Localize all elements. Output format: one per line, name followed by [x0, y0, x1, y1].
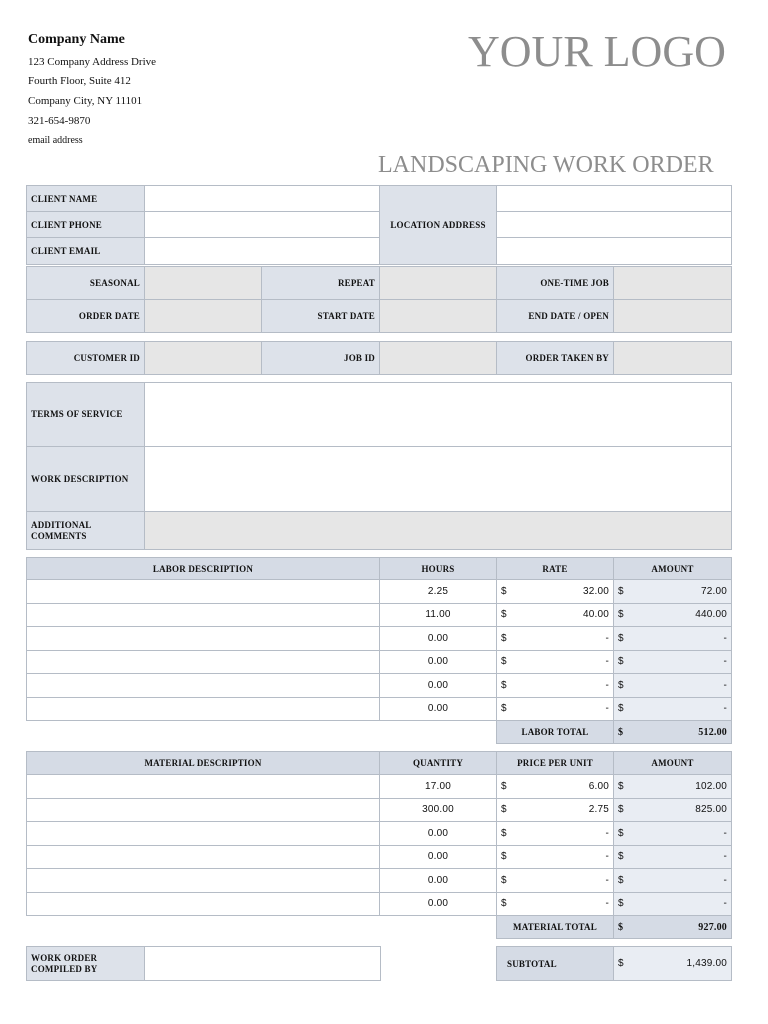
material-total-value: 927.00 — [698, 921, 727, 933]
material-description-cell[interactable] — [27, 892, 380, 916]
labor-amount-value: 72.00 — [700, 585, 727, 597]
subtotal-label: SUBTOTAL — [497, 947, 614, 981]
company-email: email address — [28, 135, 83, 146]
material-price-value: - — [605, 851, 609, 863]
labor-rate-value: 40.00 — [582, 609, 609, 621]
compiled-by-field[interactable] — [145, 947, 381, 981]
material-amount-value: - — [723, 898, 727, 910]
currency-symbol: $ — [618, 726, 624, 738]
currency-symbol: $ — [618, 898, 624, 910]
labor-rate-value: - — [605, 656, 609, 668]
logo-placeholder: YOUR LOGO — [468, 27, 726, 76]
seasonal-field[interactable] — [145, 267, 262, 300]
one-time-job-label: ONE-TIME JOB — [497, 267, 614, 300]
labor-rate-value: 32.00 — [582, 585, 609, 597]
material-price-value: 6.00 — [588, 780, 609, 792]
material-description-cell[interactable] — [27, 845, 380, 869]
material-amount-value: 102.00 — [695, 780, 727, 792]
table-row — [27, 845, 732, 869]
currency-symbol: $ — [618, 679, 624, 691]
material-price-value: - — [605, 898, 609, 910]
work-description-label: WORK DESCRIPTION — [27, 447, 145, 512]
repeat-label: REPEAT — [262, 267, 380, 300]
notes-table — [26, 382, 732, 550]
material-quantity-header: QUANTITY — [380, 752, 497, 775]
order-taken-by-field[interactable] — [614, 342, 732, 375]
labor-hours-cell[interactable]: 0.00 — [380, 650, 497, 674]
currency-symbol: $ — [501, 851, 507, 863]
compiled-by-label: WORK ORDER COMPILED BY — [27, 947, 145, 981]
labor-hours-cell[interactable]: 0.00 — [380, 627, 497, 651]
material-description-cell[interactable] — [27, 798, 380, 822]
currency-symbol: $ — [618, 585, 624, 597]
client-phone-field[interactable] — [145, 212, 380, 238]
client-name-field[interactable] — [145, 186, 380, 212]
labor-rate-cell[interactable] — [497, 697, 614, 721]
location-address-field-2[interactable] — [497, 212, 732, 238]
labor-amount-header: AMOUNT — [614, 558, 732, 580]
material-amount-cell — [614, 822, 732, 846]
company-address-line2: Fourth Floor, Suite 412 — [28, 75, 131, 87]
labor-table — [26, 557, 732, 744]
labor-description-cell[interactable] — [27, 697, 380, 721]
labor-rate-value: - — [605, 632, 609, 644]
currency-symbol: $ — [501, 632, 507, 644]
labor-rate-cell[interactable] — [497, 603, 614, 627]
labor-amount-cell — [614, 627, 732, 651]
location-address-field-1[interactable] — [497, 186, 732, 212]
material-quantity-cell[interactable]: 0.00 — [380, 822, 497, 846]
currency-symbol: $ — [501, 679, 507, 691]
material-price-cell[interactable] — [497, 845, 614, 869]
material-total-spacer — [27, 916, 497, 939]
labor-hours-cell[interactable]: 0.00 — [380, 697, 497, 721]
labor-hours-cell[interactable]: 11.00 — [380, 603, 497, 627]
end-date-field[interactable] — [614, 300, 732, 333]
material-price-cell[interactable] — [497, 892, 614, 916]
company-address-line1: 123 Company Address Drive — [28, 56, 157, 68]
table-row — [27, 627, 732, 651]
job-id-label: JOB ID — [262, 342, 380, 375]
material-amount-cell — [614, 869, 732, 893]
labor-description-header: LABOR DESCRIPTION — [27, 558, 380, 580]
terms-of-service-field[interactable] — [145, 383, 732, 447]
labor-amount-value: - — [723, 703, 727, 715]
material-quantity-cell[interactable]: 0.00 — [380, 845, 497, 869]
subtotal-cell — [614, 947, 732, 981]
table-row — [27, 674, 732, 698]
material-quantity-cell[interactable]: 0.00 — [380, 892, 497, 916]
labor-rate-value: - — [605, 679, 609, 691]
additional-comments-label: ADDITIONAL COMMENTS — [27, 512, 145, 550]
labor-rate-header: RATE — [497, 558, 614, 580]
material-price-value: 2.75 — [588, 804, 609, 816]
material-quantity-cell[interactable]: 300.00 — [380, 798, 497, 822]
labor-rate-cell[interactable] — [497, 580, 614, 604]
currency-symbol: $ — [618, 780, 624, 792]
material-price-value: - — [605, 874, 609, 886]
client-email-field[interactable] — [145, 238, 380, 265]
material-price-cell[interactable] — [497, 798, 614, 822]
currency-symbol: $ — [618, 851, 624, 863]
labor-amount-value: 440.00 — [695, 609, 727, 621]
material-description-header: MATERIAL DESCRIPTION — [27, 752, 380, 775]
labor-description-cell[interactable] — [27, 603, 380, 627]
material-amount-value: - — [723, 874, 727, 886]
material-total-cell — [614, 916, 732, 939]
compiled-by-table — [26, 946, 381, 981]
labor-rate-value: - — [605, 703, 609, 715]
labor-rate-cell[interactable] — [497, 674, 614, 698]
material-price-header: PRICE PER UNIT — [497, 752, 614, 775]
material-price-value: - — [605, 827, 609, 839]
labor-amount-value: - — [723, 656, 727, 668]
currency-symbol: $ — [501, 874, 507, 886]
subtotal-value: 1,439.00 — [686, 958, 727, 969]
currency-symbol: $ — [618, 921, 624, 933]
material-price-cell[interactable] — [497, 822, 614, 846]
order-taken-by-label: ORDER TAKEN BY — [497, 342, 614, 375]
currency-symbol: $ — [501, 804, 507, 816]
company-phone: 321-654-9870 — [28, 115, 91, 127]
currency-symbol: $ — [618, 632, 624, 644]
currency-symbol: $ — [501, 780, 507, 792]
customer-id-field[interactable] — [145, 342, 262, 375]
currency-symbol: $ — [618, 874, 624, 886]
ids-table — [26, 341, 732, 375]
client-phone-label: CLIENT PHONE — [27, 212, 145, 238]
currency-symbol: $ — [501, 609, 507, 621]
material-quantity-cell[interactable]: 17.00 — [380, 775, 497, 799]
material-amount-cell — [614, 845, 732, 869]
order-date-field[interactable] — [145, 300, 262, 333]
currency-symbol: $ — [501, 585, 507, 597]
labor-total-cell — [614, 721, 732, 744]
material-description-cell[interactable] — [27, 869, 380, 893]
currency-symbol: $ — [618, 656, 624, 668]
currency-symbol: $ — [618, 958, 624, 969]
currency-symbol: $ — [501, 898, 507, 910]
labor-rate-cell[interactable] — [497, 627, 614, 651]
labor-rate-cell[interactable] — [497, 650, 614, 674]
material-price-cell[interactable] — [497, 869, 614, 893]
labor-description-cell[interactable] — [27, 674, 380, 698]
currency-symbol: $ — [501, 827, 507, 839]
location-address-field-3[interactable] — [497, 238, 732, 265]
labor-total-label: LABOR TOTAL — [497, 721, 614, 744]
labor-hours-cell[interactable]: 0.00 — [380, 674, 497, 698]
currency-symbol: $ — [618, 804, 624, 816]
table-row — [27, 650, 732, 674]
start-date-field[interactable] — [380, 300, 497, 333]
repeat-field[interactable] — [380, 267, 497, 300]
material-amount-header: AMOUNT — [614, 752, 732, 775]
labor-description-cell[interactable] — [27, 580, 380, 604]
client-info-table — [26, 185, 732, 265]
work-description-field[interactable] — [145, 447, 732, 512]
material-price-cell[interactable] — [497, 775, 614, 799]
material-amount-cell — [614, 775, 732, 799]
labor-description-cell[interactable] — [27, 650, 380, 674]
table-row — [27, 892, 732, 916]
client-name-label: CLIENT NAME — [27, 186, 145, 212]
labor-total-spacer — [27, 721, 497, 744]
table-row — [27, 775, 732, 799]
currency-symbol: $ — [618, 703, 624, 715]
end-date-label: END DATE / OPEN — [497, 300, 614, 333]
client-email-label: CLIENT EMAIL — [27, 238, 145, 265]
material-table — [26, 751, 732, 939]
material-description-cell[interactable] — [27, 775, 380, 799]
labor-description-cell[interactable] — [27, 627, 380, 651]
labor-total-value: 512.00 — [698, 726, 727, 738]
seasonal-label: SEASONAL — [27, 267, 145, 300]
start-date-label: START DATE — [262, 300, 380, 333]
table-row — [27, 869, 732, 893]
company-address-line3: Company City, NY 11101 — [28, 95, 143, 107]
table-row — [27, 798, 732, 822]
location-address-label: LOCATION ADDRESS — [380, 186, 497, 265]
order-date-label: ORDER DATE — [27, 300, 145, 333]
labor-amount-value: - — [723, 632, 727, 644]
currency-symbol: $ — [501, 656, 507, 668]
table-row — [27, 822, 732, 846]
currency-symbol: $ — [501, 703, 507, 715]
labor-amount-cell — [614, 603, 732, 627]
material-amount-value: - — [723, 827, 727, 839]
table-row — [27, 697, 732, 721]
labor-amount-cell — [614, 697, 732, 721]
one-time-job-field[interactable] — [614, 267, 732, 300]
table-row — [27, 603, 732, 627]
job-id-field[interactable] — [380, 342, 497, 375]
subtotal-table — [496, 946, 732, 981]
order-details-table — [26, 266, 732, 333]
labor-amount-cell — [614, 674, 732, 698]
labor-amount-value: - — [723, 679, 727, 691]
material-total-label: MATERIAL TOTAL — [497, 916, 614, 939]
currency-symbol: $ — [618, 609, 624, 621]
labor-hours-header: HOURS — [380, 558, 497, 580]
material-quantity-cell[interactable]: 0.00 — [380, 869, 497, 893]
additional-comments-field[interactable] — [145, 512, 732, 550]
material-amount-value: - — [723, 851, 727, 863]
material-amount-cell — [614, 892, 732, 916]
company-name: Company Name — [28, 32, 125, 47]
table-row — [27, 580, 732, 604]
terms-of-service-label: TERMS OF SERVICE — [27, 383, 145, 447]
labor-hours-cell[interactable]: 2.25 — [380, 580, 497, 604]
customer-id-label: CUSTOMER ID — [27, 342, 145, 375]
material-amount-value: 825.00 — [695, 804, 727, 816]
material-description-cell[interactable] — [27, 822, 380, 846]
material-amount-cell — [614, 798, 732, 822]
labor-amount-cell — [614, 580, 732, 604]
currency-symbol: $ — [618, 827, 624, 839]
document-title: LANDSCAPING WORK ORDER — [378, 152, 714, 178]
labor-amount-cell — [614, 650, 732, 674]
